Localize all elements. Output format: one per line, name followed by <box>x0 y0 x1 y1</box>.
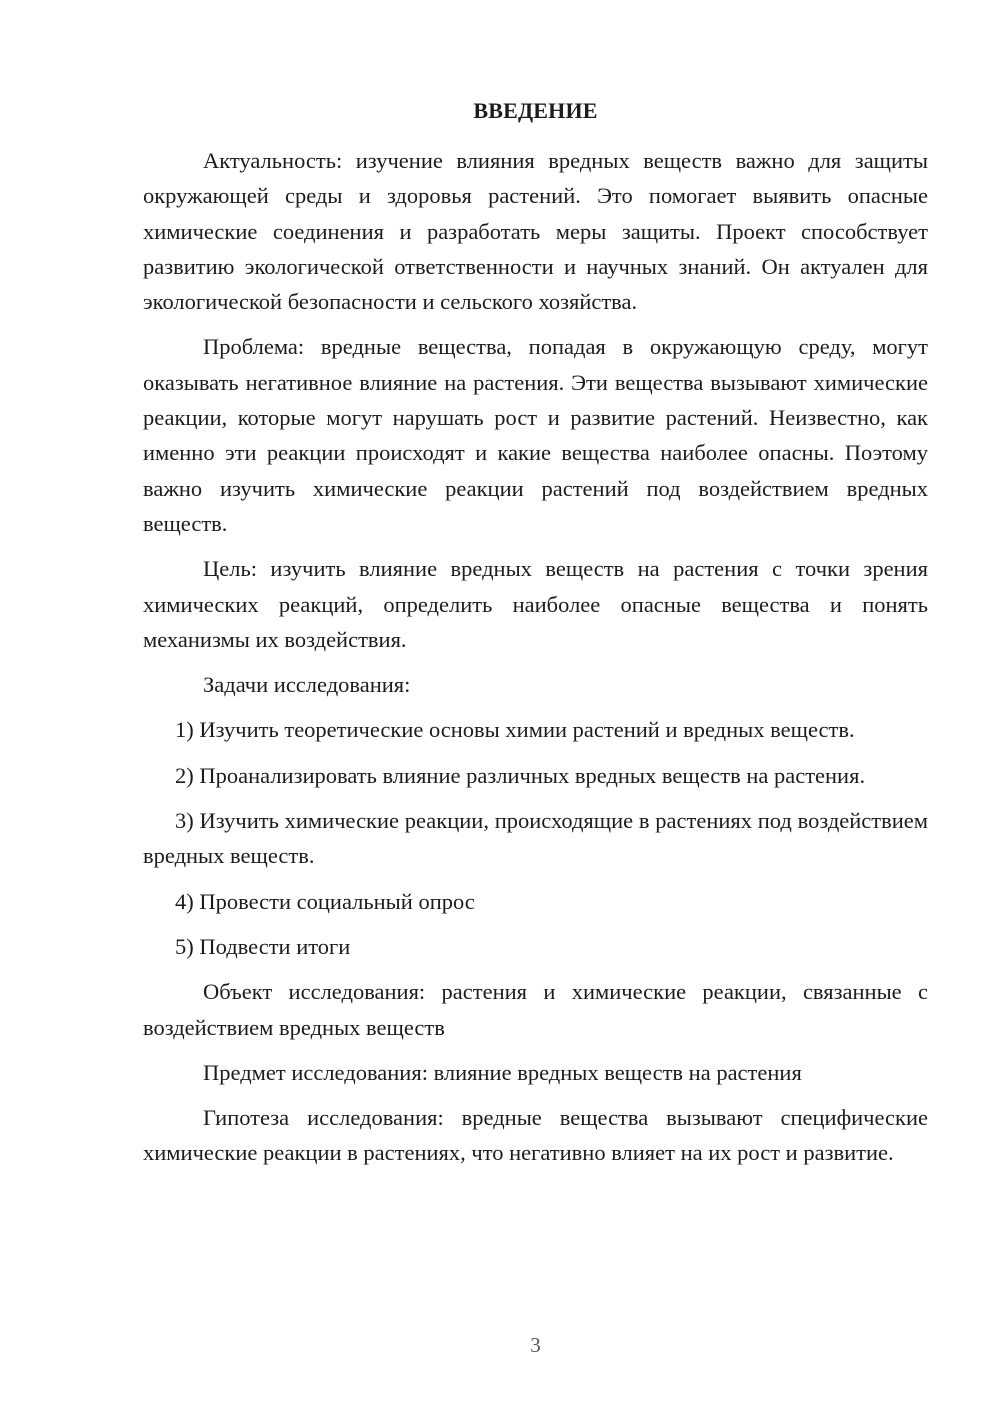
page-number: 3 <box>530 1333 541 1357</box>
paragraph-goal: Цель: изучить влияние вредных веществ на растения с точки зрения химических реакций, определить наиболее опасные вещества и понять механизмы их воздействия. <box>143 556 928 652</box>
paragraph-object: Объект исследования: растения и химические реакции, связанные с воздействием вредных веществ <box>143 979 928 1040</box>
paragraph-subject: Предмет исследования: влияние вредных веществ на растения <box>203 1059 802 1085</box>
paragraph-tasks-heading: Задачи исследования: <box>203 672 411 698</box>
task-item-3: 3) Изучить химические реакции, происходящие в растениях под воздействием вредных веществ. <box>143 808 928 869</box>
document-body <box>143 143 928 1171</box>
paragraph-relevance: Актуальность: изучение влияния вредных веществ важно для защиты окружающей среды и здоровья растений. Это помогает выявить опасные химические соединения и разработать меры защиты. Проект способствует развитию экологической ответственности и научных знаний. Он актуален для экологической безопасности и сельского хозяйства. <box>143 148 928 315</box>
paragraph-hypothesis: Гипотеза исследования: вредные вещества вызывают специфические химические реакции в растениях, что негативно влияет на их рост и развитие. <box>143 1105 928 1166</box>
task-item-2: 2) Проанализировать влияние различных вредных веществ на растения. <box>175 762 866 788</box>
paragraph-problem: Проблема: вредные вещества, попадая в окружающую среду, могут оказывать негативное влияние на растения. Эти вещества вызывают химические реакции, которые могут нарушать рост и развитие растений. Неизвестно, как именно эти реакции происходят и какие вещества наиболее опасны. Поэтому важно изучить химические реакции растений под воздействием вредных веществ. <box>143 334 928 536</box>
page-title: ВВЕДЕНИЕ <box>473 98 598 123</box>
task-item-5: 5) Подвести итоги <box>175 933 351 959</box>
task-item-4: 4) Провести социальный опрос <box>175 888 475 914</box>
task-item-1: 1) Изучить теоретические основы химии растений и вредных веществ. <box>175 717 855 743</box>
